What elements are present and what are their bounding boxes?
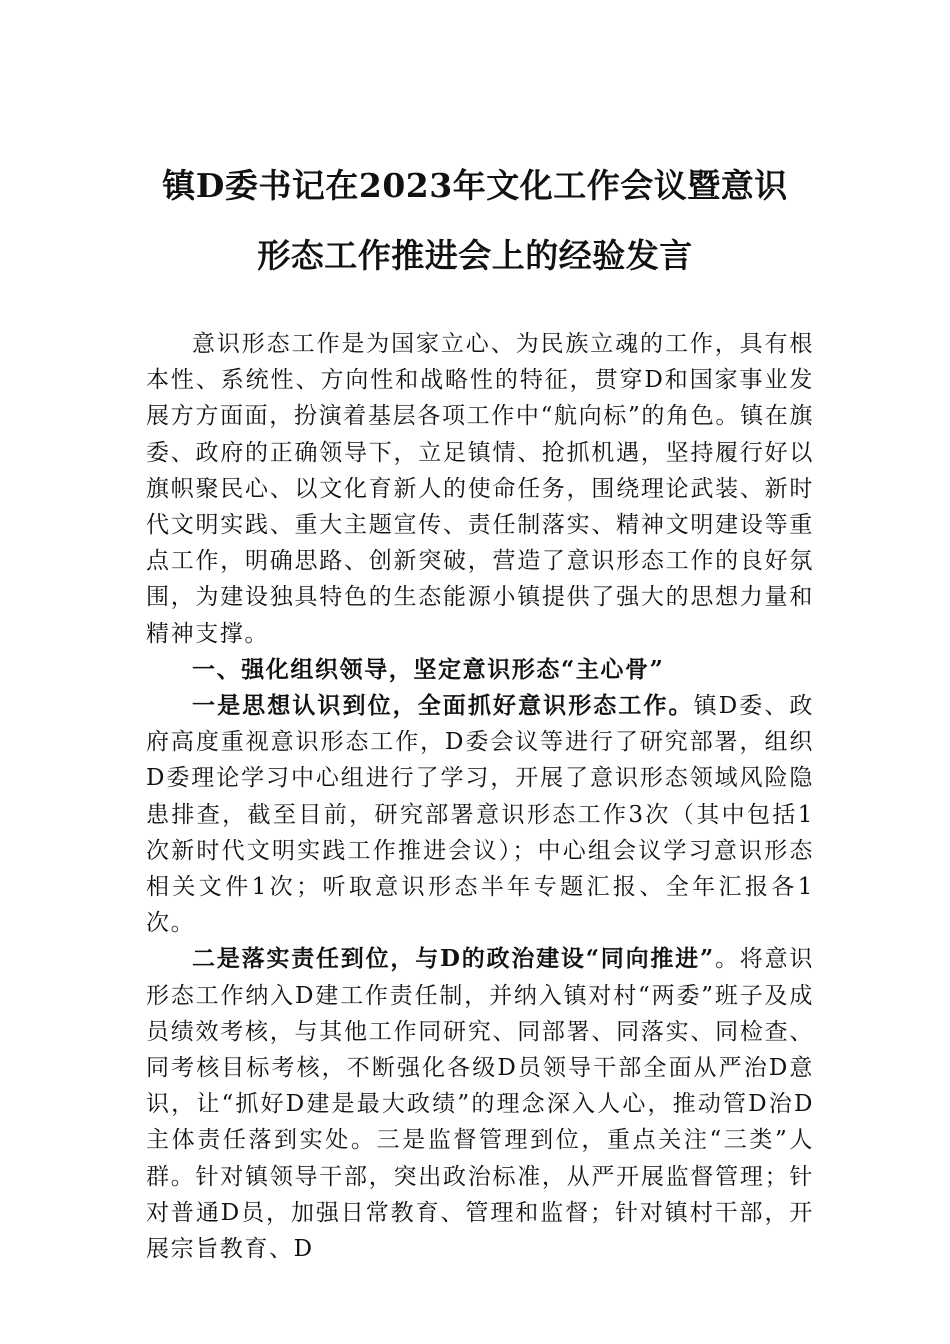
document-title-line-2: 形态工作推进会上的经验发言 (257, 236, 693, 275)
paragraph-2 (146, 941, 814, 1267)
paragraph-1-text: 镇D委、政府高度重视意识形态工作，D委会议等进行了研究部署，组织D委理论学习中心组进行了学习，开展了意识形态领域风险隐患排查，截至目前，研究部署意识形态工作3次（其中包括1次新时代文明实践工作推进会议）；中心组会议学习意识形态相关文件1次；听取意识形态半年专题汇报、全年汇报各1次。 (146, 693, 814, 937)
document-body (146, 326, 814, 1267)
paragraph-2-lead: 二是落实责任到位，与D的政治建设“同向推进” (192, 945, 715, 973)
paragraph-1-lead: 一是思想认识到位，全面抓好意识形态工作。 (192, 692, 694, 720)
document-title-line-1: 镇D委书记在2023年文化工作会议暨意识 (162, 166, 788, 205)
intro-paragraph: 意识形态工作是为国家立心、为民族立魂的工作，具有根本性、系统性、方向性和战略性的特征，贯穿D和国家事业发展方方面面，扮演着基层各项工作中“航向标”的角色。镇在旗委、政府的正确领导下，立足镇情、抢抓机遇，坚持履行好以旗帜聚民心、以文化育新人的使命任务，围绕理论武装、新时代文明实践、重大主题宣传、责任制落实、精神文明建设等重点工作，明确思路、创新突破，营造了意识形态工作的良好氛围，为建设独具特色的生态能源小镇提供了强大的思想力量和精神支撑。 (146, 331, 814, 647)
paragraph-1 (146, 688, 814, 941)
section-heading-1: 一、强化组织领导，坚定意识形态“主心骨” (192, 655, 665, 683)
paragraph-2-text: 。将意识形态工作纳入D建工作责任制，并纳入镇对村“两委”班子及成员绩效考核，与其他工作同研究、同部署、同落实、同检查、同考核目标考核，不断强化各级D员领导干部全面从严治D意识，让“抓好D建是最大政绩”的理念深入人心，推动管D治D主体责任落到实处。三是监督管理到位，重点关注“三类”人群。针对镇领导干部，突出政治标准，从严开展监督管理；针对普通D员，加强日常教育、管理和监督；针对镇村干部，开展宗旨教育、D (146, 946, 814, 1263)
